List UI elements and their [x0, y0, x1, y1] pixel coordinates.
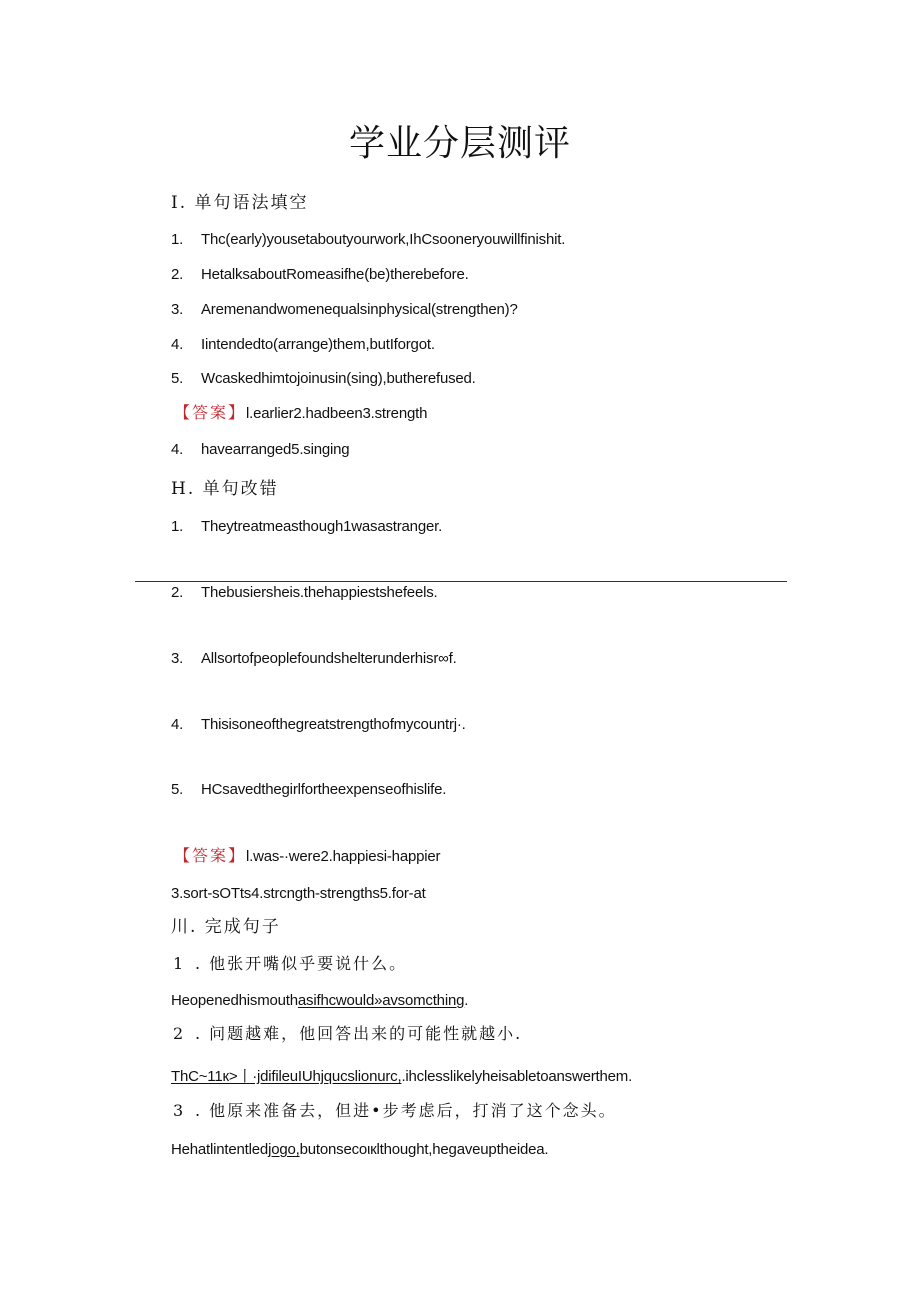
- item-number: 5.: [171, 781, 184, 798]
- item-text: . 他原来准备去，但进•步考虑后，打消了这个念头。: [195, 1101, 617, 1120]
- item-text: Wcaskedhimtojoinusin(sing),butherefused.: [201, 370, 476, 387]
- section3-q3-chinese: [173, 1101, 617, 1121]
- section2-item-3: [171, 649, 457, 669]
- section1-item-4: [171, 335, 435, 355]
- item-text: Iintendedto(arrange)them,butIforgot.: [201, 336, 435, 353]
- item-number: 3: [173, 1101, 186, 1120]
- page-title: 学业分层测评: [348, 123, 571, 164]
- section2-answer-cont: 3.sort-sOTts4.strcngth-strengths5.for-at: [171, 885, 426, 902]
- item-number: 4.: [171, 716, 184, 733]
- item-number: 2: [173, 1024, 186, 1043]
- answer-blank: jogo,: [268, 1141, 300, 1158]
- item-text: Thisisoneofthegreatstrengthofmycountrj·.: [201, 716, 466, 733]
- item-number: 1: [173, 954, 186, 973]
- item-number: 2.: [171, 584, 184, 601]
- item-text: . 他张开嘴似乎要说什么。: [195, 954, 408, 973]
- section2-heading: H. 单句改错: [171, 479, 279, 499]
- item-number: 2.: [171, 266, 184, 283]
- item-text: Allsortofpeoplefoundshelterunderhisr∞f.: [201, 650, 457, 667]
- answer-text: havearranged5.singing: [201, 441, 350, 458]
- section3-q2-chinese: [173, 1024, 522, 1044]
- section1-heading: I. 单句语法填空: [171, 193, 309, 213]
- section1-item-1: [171, 230, 565, 250]
- item-number: 1.: [171, 231, 184, 248]
- section3-q1-chinese: [173, 954, 407, 974]
- section1-item-5: [171, 369, 476, 389]
- item-text: HCsavedthegirlfortheexpenseofhislife.: [201, 781, 447, 798]
- divider-line: [135, 581, 787, 582]
- section2-item-5: [171, 780, 446, 800]
- sentence-prefix: Heopenedhismouth: [171, 992, 298, 1009]
- answer-tag: 【答案】: [174, 403, 247, 422]
- item-text: . 问题越难，他回答出来的可能性就越小.: [195, 1024, 523, 1043]
- answer-blank: ThC~11к>丨·jdifileuIUhjqucslionurc,: [171, 1068, 402, 1085]
- answer-text: l.was-·were2.happiesi-happier: [246, 848, 441, 865]
- sentence-suffix: .ihclesslikelyheisabletoanswerthem.: [401, 1068, 633, 1085]
- item-text: Aremenandwomenequalsinphysical(strengthen)?: [201, 301, 518, 318]
- section2-answer: [174, 846, 440, 867]
- section1-item-2: [171, 265, 469, 285]
- item-number: 1.: [171, 518, 184, 535]
- answer-blank: asifhcwould»avsomcthing: [297, 992, 465, 1009]
- item-number: 4.: [171, 336, 184, 353]
- section3-q2-english: [171, 1067, 632, 1087]
- item-text: Thebusiershеis.thehappiestshefeels.: [201, 584, 438, 601]
- section3-q1-english: [171, 991, 468, 1011]
- section2-item-4: [171, 715, 466, 735]
- answer-text: l.earlier2.hadbeen3.strength: [246, 405, 428, 422]
- section1-item-3: [171, 300, 518, 320]
- section1-answer: [174, 403, 427, 424]
- item-number: 3.: [171, 650, 184, 667]
- sentence-prefix: Hehatlintentled: [171, 1141, 269, 1158]
- section2-item-2: [171, 583, 438, 603]
- item-number: 3.: [171, 301, 184, 318]
- item-text: HetalksaboutRomeasifhe(be)therebefore.: [201, 266, 469, 283]
- item-number: 5.: [171, 370, 184, 387]
- section2-item-1: [171, 517, 442, 537]
- section1-answer-cont: [171, 440, 349, 460]
- sentence-suffix: butonsecoιкlthought,hegaveuptheidea.: [299, 1141, 549, 1158]
- section3-heading: 川. 完成句子: [171, 917, 281, 937]
- sentence-suffix: .: [464, 992, 469, 1009]
- item-text: Theytreatmeasthough1wasastranger.: [201, 518, 443, 535]
- answer-tag: 【答案】: [174, 846, 247, 865]
- section3-q3-english: [171, 1140, 548, 1160]
- item-text: Thc(early)yousetaboutyourwork,IhCsooneryouwillfinishit.: [201, 231, 566, 248]
- item-number: 4.: [171, 441, 184, 458]
